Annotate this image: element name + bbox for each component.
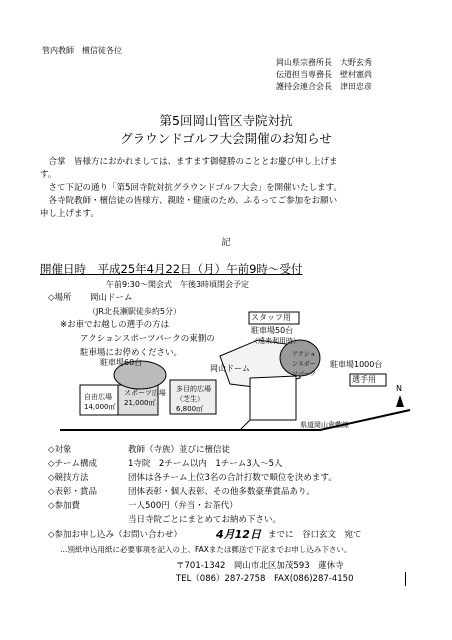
event-times: 午前9:30～開会式 午後3時頃閉会予定 xyxy=(106,280,250,289)
north-label: N xyxy=(396,384,402,393)
apply-deadline: 4月12日 xyxy=(216,528,261,541)
title-line-1: 第5回岡山管区寺院対抗 xyxy=(159,113,293,128)
apply-line-b: までに 谷口玄文 宛て xyxy=(268,530,362,540)
detail-3-label: ◇競技方法 xyxy=(48,473,89,483)
staff-parking-label: スタッフ用 xyxy=(251,313,291,322)
main-parking-count: 駐車場1000台 xyxy=(330,360,383,369)
intro-line-1: 合掌 皆様方におかれましては、ますます御健勝のこととお慶び申し上げま xyxy=(40,157,338,167)
multipurpose-label: 多目的広場 xyxy=(176,385,211,393)
event-date: 開催日時 平成25年4月22日（月）午前9時～受付 xyxy=(40,262,303,276)
detail-4-value: 団体表彰・個人表彰、その他多数豪華賞品あり。 xyxy=(128,487,316,497)
road-label: 県道岡山倉敷線 xyxy=(300,421,349,429)
dome-label: 岡山ドーム xyxy=(210,364,250,373)
detail-5-label: ◇参加費 xyxy=(48,501,81,511)
venue-note-2a: アクションスポーツパークの東側の xyxy=(80,334,215,344)
multipurpose-sub: （芝生） xyxy=(176,395,204,403)
apply-line-2: …別紙申込用紙に必要事項を記入の上、FAXまたは郵送で下記までお申し込み下さい。 xyxy=(60,545,352,554)
multipurpose-area: 6,800㎡ xyxy=(176,405,204,413)
margin-rule xyxy=(405,572,406,586)
intro-line-2: す。 xyxy=(40,170,57,180)
detail-1-value: 教師（寺族）並びに檀信徒 xyxy=(128,445,231,455)
apply-line-a: ◇参加お申し込み（お問い合わせ） xyxy=(48,530,183,540)
detail-2-value: 1寺院 2チーム以内 1チーム3人～5人 xyxy=(128,459,283,469)
sender-2: 伝道担当専務長 壁村憲尚 xyxy=(276,70,372,79)
fee-note: 当日寺院ごとにまとめてお納め下さい。 xyxy=(128,515,282,525)
detail-3-value: 団体は各チーム上位3名の合計打数で順位を決めます。 xyxy=(128,473,337,483)
sports-plaza-area: 21,000㎡ xyxy=(124,399,156,407)
building-area: 14,000㎡ xyxy=(84,403,116,411)
recipients: 管内教師 檀信徒各位 xyxy=(42,46,122,55)
apply-tel: TEL（086）287-2758 FAX(086)287-4150 xyxy=(176,574,354,584)
player-parking-label: 選手用 xyxy=(352,375,376,384)
staff-parking-sub: （遠来利用時） xyxy=(251,337,300,345)
venue-label: ◇場所 xyxy=(48,293,72,303)
building-label: 自由広場 xyxy=(84,393,112,401)
title-line-2: グラウンドゴルフ大会開催のお知らせ xyxy=(120,131,332,146)
detail-1-label: ◇対象 xyxy=(48,445,72,455)
staff-parking-count: 駐車場50台 xyxy=(251,326,294,335)
sports-plaza-label: スポーツ広場 xyxy=(124,389,166,397)
intro-line-5: 申し上げます。 xyxy=(40,209,99,219)
detail-5-value: 一人500円（弁当・お茶代） xyxy=(128,501,238,511)
intro-line-4: 各寺院教師・檀信徒の皆様方、親睦・健康のため、ふるってご参加をお願い xyxy=(40,196,338,206)
sender-3: 護持会連合会長 津田忠彦 xyxy=(276,82,372,91)
venue-name: 岡山ドーム xyxy=(90,293,133,303)
sender-1: 岡山県宗務所長 大野玄秀 xyxy=(276,58,372,67)
detail-2-label: ◇チーム構成 xyxy=(48,459,98,469)
apply-address: 〒701-1342 岡山市北区加茂593 蓮休寺 xyxy=(176,561,344,571)
venue-note-1: ※お車でお越しの選手の方は xyxy=(60,320,170,330)
venue-note-2b: 駐車場にお停めください。 xyxy=(80,348,183,358)
action-park-label: アクションスポーツパーク xyxy=(292,351,316,378)
intro-line-3: さて下記の通り「第5回寺院対抗グラウンドゴルフ大会」を開催いたします。 xyxy=(40,183,342,193)
detail-4-label: ◇表彰・賞品 xyxy=(48,487,98,497)
parking-60: 駐車場60台 xyxy=(100,358,143,367)
venue-access: （JR北長瀬駅徒歩約5分） xyxy=(88,307,182,316)
ki-heading: 記 xyxy=(221,237,231,248)
